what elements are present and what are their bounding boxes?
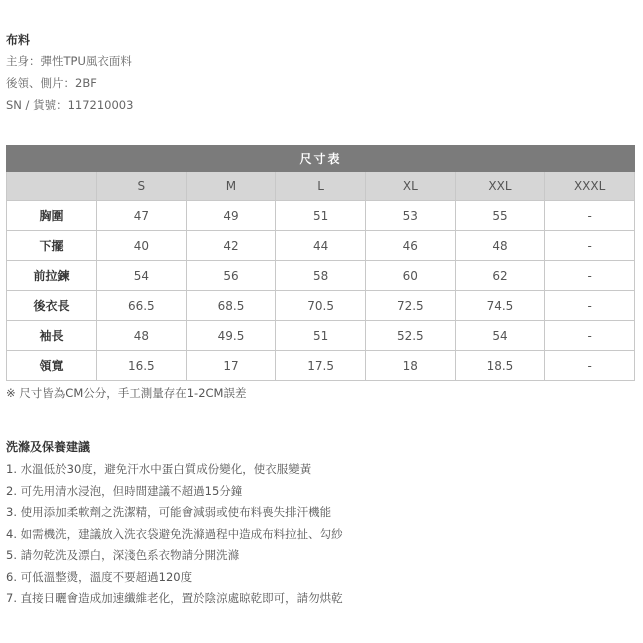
row-label: 胸圍 (7, 201, 97, 231)
table-cell: 16.5 (97, 351, 187, 381)
care-item: 3. 使用添加柔軟劑之洗潔精，可能會減弱或使布料喪失排汗機能 (6, 505, 332, 519)
table-cell: - (545, 291, 635, 321)
row-label: 下擺 (7, 231, 97, 261)
table-cell: 49 (186, 201, 276, 231)
care-item: 1. 水溫低於30度，避免汗水中蛋白質成份變化，使衣服變黃 (6, 462, 312, 476)
care-item: 4. 如需機洗，建議放入洗衣袋避免洗滌過程中造成布料拉扯、勾紗 (6, 527, 343, 541)
table-cell: 56 (186, 261, 276, 291)
table-cell: 47 (97, 201, 187, 231)
row-label: 領寬 (7, 351, 97, 381)
table-cell: 70.5 (276, 291, 366, 321)
table-cell: 48 (97, 321, 187, 351)
table-cell: 74.5 (455, 291, 545, 321)
table-cell: 60 (365, 261, 455, 291)
fabric-title: 布料 (6, 33, 31, 47)
table-cell: 54 (455, 321, 545, 351)
size-table-title-row (7, 146, 635, 172)
header-cell-xxxl: XXXL (545, 172, 635, 201)
table-cell: 40 (97, 231, 187, 261)
care-item: 7. 直接日曬會造成加速纖維老化，置於陰涼處晾乾即可，請勿烘乾 (6, 591, 343, 605)
table-cell: 48 (455, 231, 545, 261)
table-row (7, 351, 635, 381)
table-cell: 18.5 (455, 351, 545, 381)
table-cell: 46 (365, 231, 455, 261)
header-cell-l: L (276, 172, 366, 201)
care-item: 6. 可低溫整燙，溫度不要超過120度 (6, 570, 193, 584)
header-cell-s: S (97, 172, 187, 201)
header-cell-m: M (186, 172, 276, 201)
table-cell: 49.5 (186, 321, 276, 351)
table-row (7, 201, 635, 231)
fabric-main-body: 主身：彈性TPU風衣面料 (6, 54, 132, 68)
table-cell: - (545, 201, 635, 231)
table-cell: 54 (97, 261, 187, 291)
table-cell: 55 (455, 201, 545, 231)
size-table (6, 145, 635, 381)
table-cell: 72.5 (365, 291, 455, 321)
table-cell: 44 (276, 231, 366, 261)
table-cell: 66.5 (97, 291, 187, 321)
row-label: 袖長 (7, 321, 97, 351)
table-cell: 42 (186, 231, 276, 261)
care-item: 5. 請勿乾洗及漂白，深淺色系衣物請分開洗滌 (6, 548, 240, 562)
size-table-title: 尺寸表 (7, 146, 635, 172)
table-row (7, 321, 635, 351)
table-cell: - (545, 351, 635, 381)
table-row (7, 291, 635, 321)
product-sn: SN / 貨號：117210003 (6, 98, 134, 112)
fabric-collar-sides: 後領、側片：2BF (6, 76, 97, 90)
table-cell: 53 (365, 201, 455, 231)
header-cell-xl: XL (365, 172, 455, 201)
size-header-row (7, 172, 635, 201)
table-cell: 58 (276, 261, 366, 291)
table-cell: 51 (276, 201, 366, 231)
table-cell: - (545, 231, 635, 261)
care-item: 2. 可先用清水浸泡，但時間建議不超過15分鐘 (6, 484, 243, 498)
table-cell: 17.5 (276, 351, 366, 381)
table-row (7, 261, 635, 291)
table-cell: 18 (365, 351, 455, 381)
table-cell: 51 (276, 321, 366, 351)
table-cell: 62 (455, 261, 545, 291)
table-row (7, 231, 635, 261)
table-cell: 68.5 (186, 291, 276, 321)
table-cell: - (545, 321, 635, 351)
header-cell (7, 172, 97, 201)
table-cell: 17 (186, 351, 276, 381)
row-label: 前拉鍊 (7, 261, 97, 291)
size-note: ※ 尺寸皆為CM公分，手工測量存在1-2CM誤差 (6, 386, 247, 400)
care-title: 洗滌及保養建議 (6, 440, 91, 454)
table-cell: - (545, 261, 635, 291)
table-cell: 52.5 (365, 321, 455, 351)
header-cell-xxl: XXL (455, 172, 545, 201)
row-label: 後衣長 (7, 291, 97, 321)
